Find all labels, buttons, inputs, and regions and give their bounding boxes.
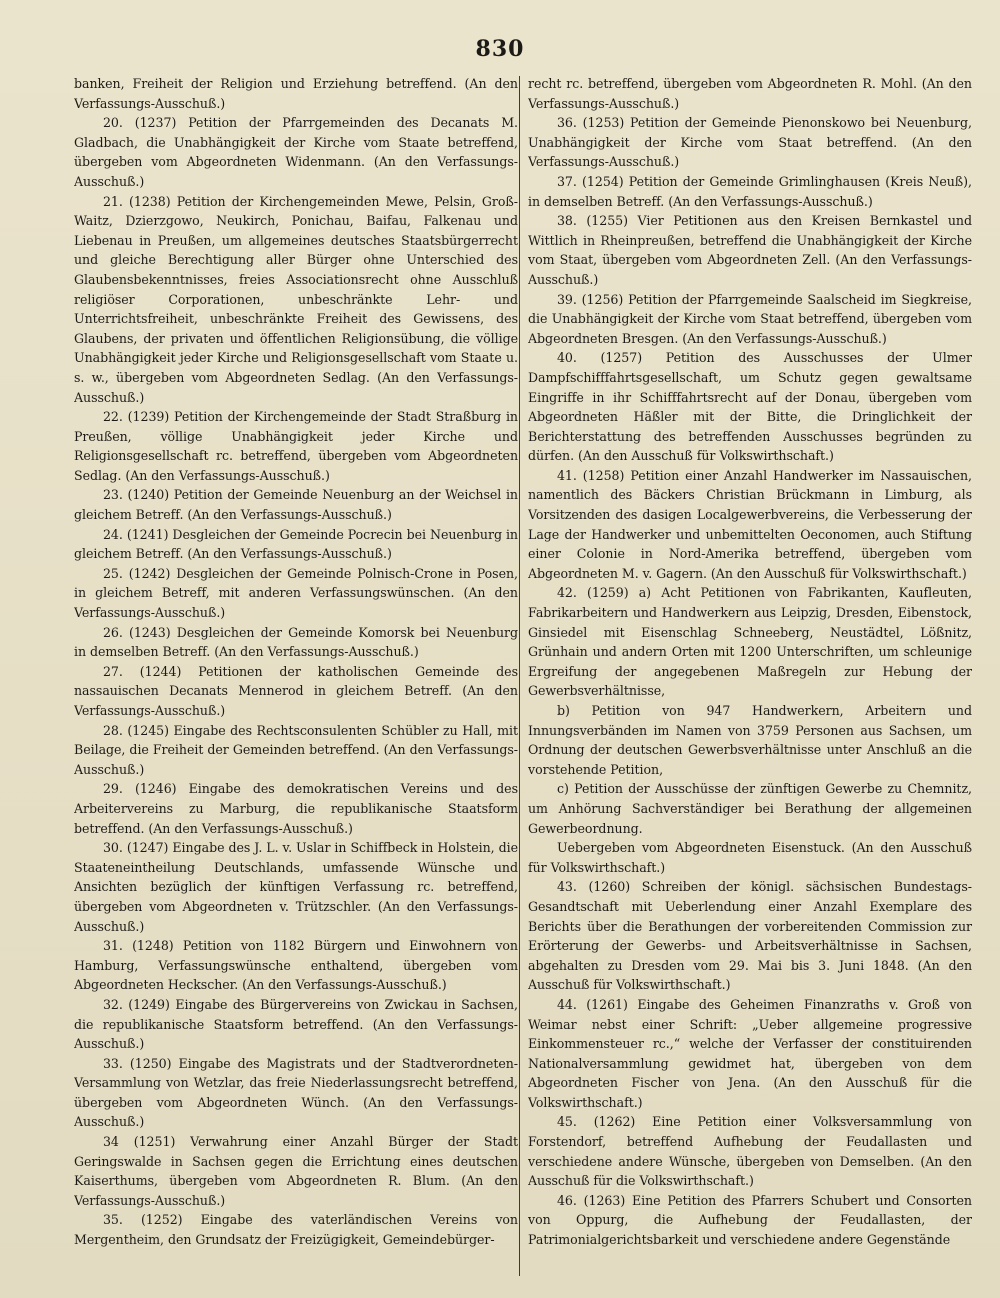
paragraph: 38. (1255) Vier Petitionen aus den Kreisen Bernkastel und Wittlich in Rheinpreußen, betreffend die Unabhängigkeit der Kirche vom Staat, übergeben vom Abgeordneten Zell. (An den Verfassungs-Ausschuß.) bbox=[528, 213, 972, 287]
paragraph: 40. (1257) Petition des Ausschusses der Ulmer Dampfschifffahrtsgesellschaft, um Schutz gegen gewaltsame Eingriffe in ihr Schifffahrtsrecht auf der Donau, übergeben vom Abgeordneten Häßler mit der Bitte, die Dringlichkeit der Berichterstattung des betreffenden Ausschusses begründen zu dürfen. (An den Ausschuß für Volkswirthschaft.) bbox=[528, 350, 972, 464]
paragraph: 22. (1239) Petition der Kirchengemeinde der Stadt Straßburg in Preußen, völlige Unabhängigkeit jeder Kirche und Religionsgesellschaft rc. betreffend, übergeben vom Abgeordneten Sedlag. (An den Verfassungs-Ausschuß.) bbox=[74, 409, 518, 483]
paragraph: banken, Freiheit der Religion und Erziehung betreffend. (An den Verfassungs-Ausschuß.) bbox=[74, 76, 518, 111]
paragraph: 36. (1253) Petition der Gemeinde Pienonskowo bei Neuenburg, Unabhängigkeit der Kirche vom Staat betreffend. (An den Verfassungs-Ausschuß.) bbox=[528, 115, 972, 170]
paragraph: 42. (1259) a) Acht Petitionen von Fabrikanten, Kaufleuten, Fabrikarbeitern und Handwerkern aus Leipzig, Dresden, Eibenstock, Ginsiedel mit Eisenschlag Schneeberg, Neustädtel, Lößnitz, Grünhain und andern Orten mit 1200 Unterschriften, um schleunige Ergreifung der angegebenen Maßregeln zur Hebung der Gewerbsverhältnisse, bbox=[528, 585, 972, 699]
paragraph: 32. (1249) Eingabe des Bürgervereins von Zwickau in Sachsen, die republikanische Staatsform betreffend. (An den Verfassungs-Ausschuß.) bbox=[74, 996, 518, 1052]
paragraph: 44. (1261) Eingabe des Geheimen Finanzraths v. Groß von Weimar nebst einer Schrift: „Ueber allgemeine progressive Einkommensteuer rc.,“ welche der Verfasser der constituirenden Nationalversammlung gewidmet hat, übergeben von dem Abgeordneten Fischer von Jena. (An den Ausschuß für die Volkswirthschaft.) bbox=[528, 996, 972, 1110]
paragraph: 31. (1248) Petition von 1182 Bürgern und Einwohnern von Hamburg, Verfassungswünsche enthaltend, übergeben vom Abgeordneten Heckscher. (An den Verfassungs-Ausschuß.) bbox=[74, 938, 518, 993]
paragraph: 26. (1243) Desgleichen der Gemeinde Komorsk bei Neuenburg in demselben Betreff. (An den Verfassungs-Ausschuß.) bbox=[74, 624, 518, 660]
paragraph: 37. (1254) Petition der Gemeinde Grimlinghausen (Kreis Neuß), in demselben Betreff. (An den Verfassungs-Ausschuß.) bbox=[528, 173, 972, 209]
right-column bbox=[528, 74, 972, 1279]
paragraph: Uebergeben vom Abgeordneten Eisenstuck. (An den Ausschuß für Volkswirthschaft.) bbox=[528, 840, 972, 875]
paragraph: 34 (1251) Verwahrung einer Anzahl Bürger der Stadt Geringswalde in Sachsen gegen die Errichtung eines deutschen Kaiserthums, übergeben vom Abgeordneten R. Blum. (An den Verfassungs-Ausschuß.) bbox=[74, 1134, 518, 1208]
paragraph: 45. (1262) Eine Petition einer Volksversammlung von Forstendorf, betreffend Aufhebung der Feudallasten und verschiedene andere Wünsche, übergeben von Demselben. (An den Ausschuß für die Volkswirthschaft.) bbox=[528, 1114, 972, 1189]
paragraph: 43. (1260) Schreiben der königl. sächsischen Bundestags-Gesandtschaft mit Ueberlendung einer Anzahl Exemplare des Berichts über die Berathungen der vorbereitenden Commission zur Erörterung der Gewerbs- und Arbeitsverhältnisse in Sachsen, abgehalten zu Dresden vom 29. Mai bis 3. Juni 1848. (An den Ausschuß für Volkswirthschaft.) bbox=[528, 879, 972, 993]
paragraph: recht rc. betreffend, übergeben vom Abgeordneten R. Mohl. (An den Verfassungs-Ausschuß.) bbox=[528, 76, 972, 111]
left-column bbox=[74, 74, 518, 1279]
paragraph: 33. (1250) Eingabe des Magistrats und der Stadtverordneten-Versammlung von Wetzlar, das freie Niederlassungsrecht betreffend, übergeben vom Abgeordneten Wünch. (An den Verfassungs-Ausschuß.) bbox=[74, 1055, 518, 1130]
paragraph: 20. (1237) Petition der Pfarrgemeinden des Decanats M. Gladbach, die Unabhängigkeit der Kirche vom Staate betreffend, übergeben vom Abgeordneten Widenmann. (An den Verfassungs-Ausschuß.) bbox=[74, 115, 518, 189]
paragraph: 24. (1241) Desgleichen der Gemeinde Pocrecin bei Neuenburg in gleichem Betreff. (An den Verfassungs-Ausschuß.) bbox=[74, 526, 518, 562]
paragraph: 35. (1252) Eingabe des vaterländischen Vereins von Mergentheim, den Grundsatz der Freizügigkeit, Gemeindebürger- bbox=[74, 1212, 518, 1248]
paragraph: 27. (1244) Petitionen der katholischen Gemeinde des nassauischen Decanats Mennerod in gleichem Betreff. (An den Verfassungs-Ausschuß.) bbox=[74, 663, 518, 718]
paragraph: 21. (1238) Petition der Kirchengemeinden Mewe, Pelsin, Groß-Waitz, Dzierzgowo, Neukirch, Ponichau, Baifau, Falkenau und Liebenau in Preußen, um allgemeines deutsches Staatsbürgerrecht und gleiche Berechtigung aller Bürger ohne Unterschied des Glaubensbekenntnisses, freies Associationsrecht ohne Ausschluß religiöser Corporationen, unbeschränkte Lehr- und Unterrichtsfreiheit, unbeschränkte Freiheit des Gewissens, des Glaubens, der privaten und öffentlichen Religionsübung, die völlige Unabhängigkeit jeder Kirche und Religionsgesellschaft vom Staate u. s. w., übergeben vom Abgeordneten Sedlag. (An den Verfassungs-Ausschuß.) bbox=[74, 193, 518, 405]
paragraph: 25. (1242) Desgleichen der Gemeinde Polnisch-Crone in Posen, in gleichem Betreff, mit anderen Verfassungswünschen. (An den Verfassungs-Ausschuß.) bbox=[74, 565, 518, 621]
paragraph: 39. (1256) Petition der Pfarrgemeinde Saalscheid im Siegkreise, die Unabhängigkeit der Kirche vom Staat betreffend, übergeben vom Abgeordneten Bresgen. (An den Verfassungs-Ausschuß.) bbox=[528, 291, 972, 346]
paragraph: 46. (1263) Eine Petition des Pfarrers Schubert und Consorten von Oppurg, die Aufhebung der Feudallasten, der Patrimonialgerichtsbarkeit und verschiedene andere Gegenstände bbox=[528, 1192, 972, 1248]
paragraph: 23. (1240) Petition der Gemeinde Neuenburg an der Weichsel in gleichem Betreff. (An den Verfassungs-Ausschuß.) bbox=[74, 487, 518, 523]
column-divider bbox=[519, 76, 520, 1276]
paragraph: 30. (1247) Eingabe des J. L. v. Uslar in Schiffbeck in Holstein, die Staateneintheilung Deutschlands, umfassende Wünsche und Ansichten bezüglich der künftigen Verfassung rc. betreffend, übergeben vom Abgeordneten v. Trützschler. (An den Verfassungs-Ausschuß.) bbox=[74, 840, 518, 934]
paragraph: c) Petition der Ausschüsse der zünftigen Gewerbe zu Chemnitz, um Anhörung Sachverständiger bei Berathung der allgemeinen Gewerbeordnung. bbox=[528, 781, 972, 836]
paragraph: 29. (1246) Eingabe des demokratischen Vereins und des Arbeitervereins zu Marburg, die republikanische Staatsform betreffend. (An den Verfassungs-Ausschuß.) bbox=[74, 781, 518, 836]
paragraph: b) Petition von 947 Handwerkern, Arbeitern und Innungsverbänden im Namen von 3759 Personen aus Sachsen, um Ordnung der deutschen Gewerbsverhältnisse unter Anschluß an die vorstehende Petition, bbox=[528, 703, 972, 777]
paragraph: 41. (1258) Petition einer Anzahl Handwerker im Nassauischen, namentlich des Bäckers Christian Brückmann in Limburg, als Vorsitzenden des dasigen Localgewerbvereins, die Verbesserung der Lage der Handwerker und unbemittelten Oeconomen, auch Stiftung einer Colonie in Nord-Amerika betreffend, übergeben vom Abgeordneten M. v. Gagern. (An den Ausschuß für Volkswirthschaft.) bbox=[528, 467, 972, 581]
paragraph: 28. (1245) Eingabe des Rechtsconsulenten Schübler zu Hall, mit Beilage, die Freiheit der Gemeinden betreffend. (An den Verfassungs-Ausschuß.) bbox=[74, 722, 518, 777]
page-number: 830 bbox=[475, 36, 525, 62]
